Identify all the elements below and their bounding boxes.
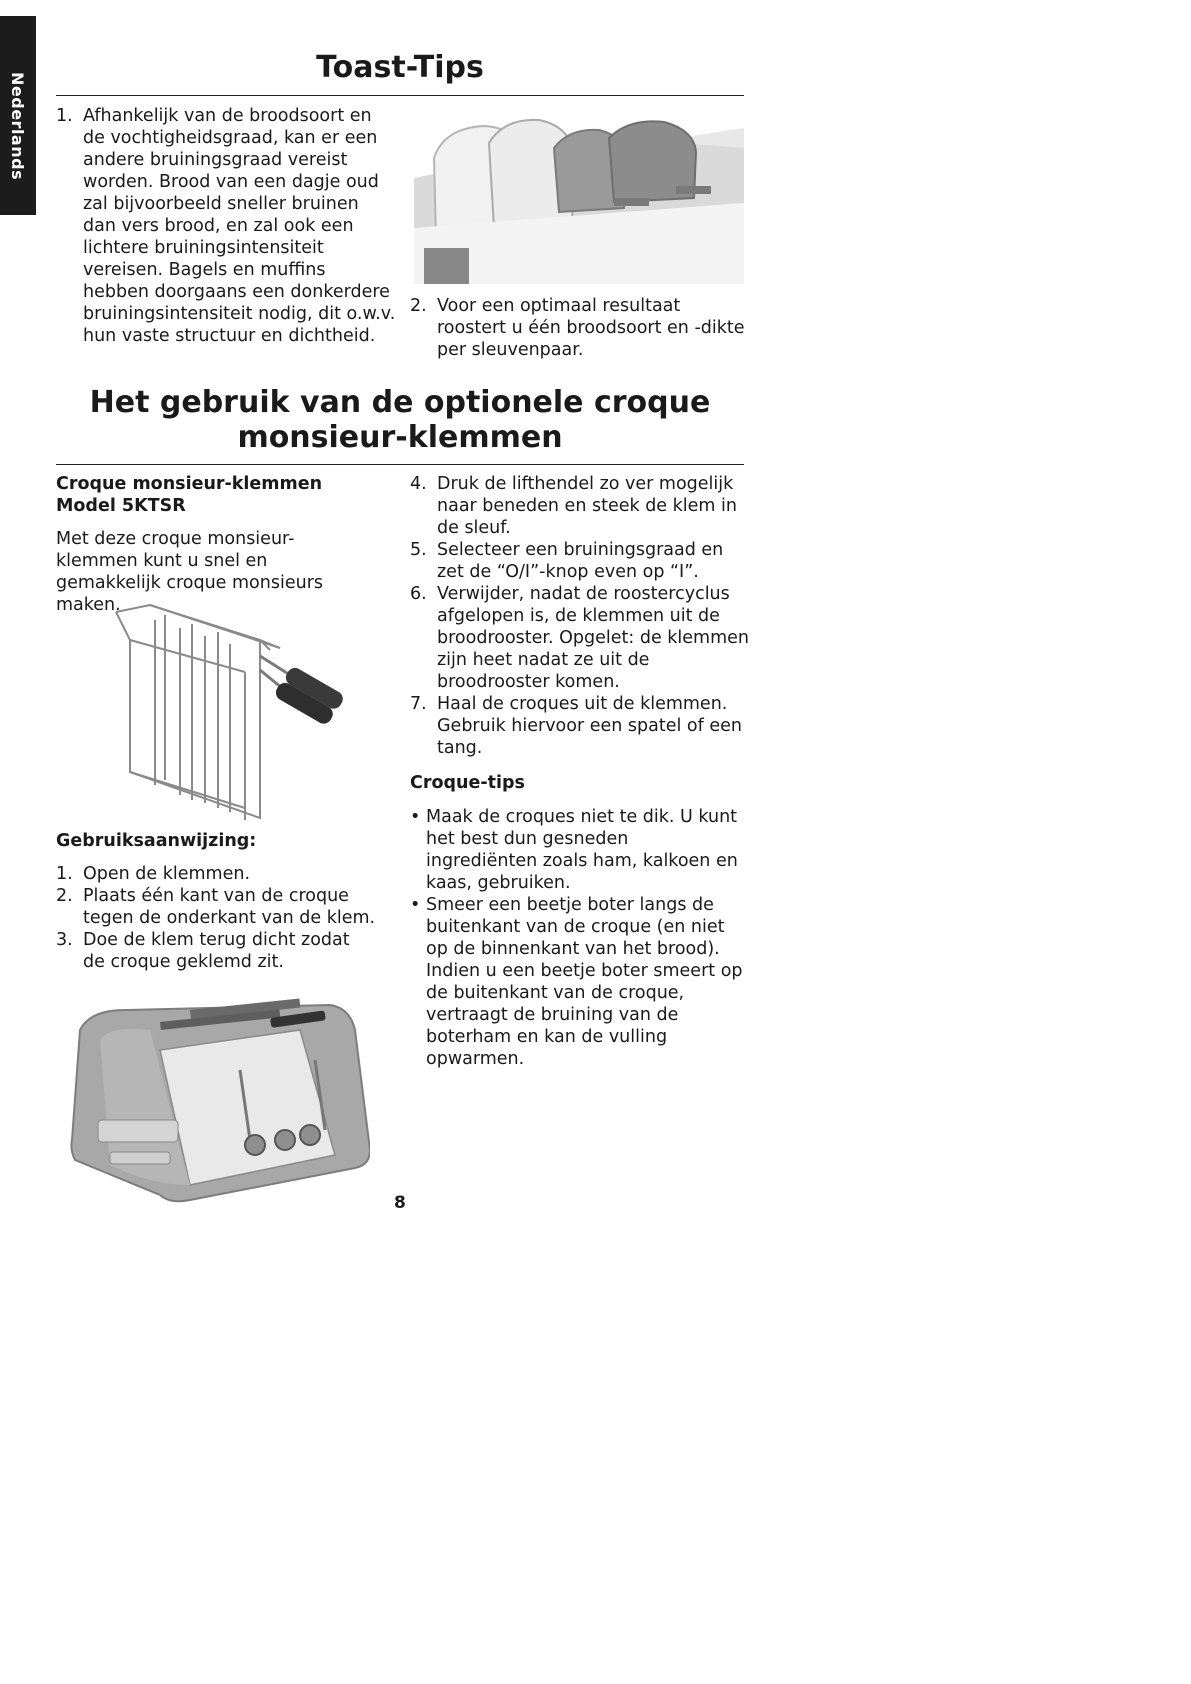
list-text: Maak de croques niet te dik. U kunt het best dun gesneden ingrediënten zoals ham, kalkoen en kaas, gebruiken. — [426, 807, 738, 893]
list-item — [410, 583, 750, 693]
steps-1-3 — [56, 863, 376, 973]
toast-slots-photo — [414, 108, 744, 284]
list-text: Plaats één kant van de croque tegen de onderkant van de klem. — [83, 886, 376, 928]
list-text: Druk de lifthendel zo ver mogelijk naar beneden en steek de klem in de sleuf. — [437, 474, 737, 538]
list-item — [410, 693, 750, 759]
list-item — [56, 885, 376, 929]
bullet: • — [410, 807, 421, 827]
instructions-heading-text: Gebruiksaanwijzing: — [56, 831, 257, 851]
toast-tip-1 — [56, 105, 396, 347]
language-tab-label: Nederlands — [8, 72, 27, 181]
croque-subhead-line-1: Croque monsieur-klemmen — [56, 474, 323, 494]
croque-subhead-line-2: Model 5KTSR — [56, 496, 186, 516]
croque-title-line-1: Het gebruik van de optionele croque — [89, 385, 711, 420]
croque-intro-text: Met deze croque monsieur-klemmen kunt u snel en gemakkelijk croque monsieurs maken. — [56, 529, 324, 615]
list-text: Selecteer een bruiningsgraad en zet de “O/I”-knop even op “I”. — [437, 540, 724, 582]
list-text: Voor een optimaal resultaat roostert u één broodsoort en -dikte per sleuvenpaar. — [437, 296, 745, 360]
list-text: Smeer een beetje boter langs de buitenkant van de croque (en niet op de binnenkant van het brood). Indien u een beetje boter smeert op de buitenkant van de croque, vertraagt de bruining van de boterham en kan de vulling opwarmen. — [426, 895, 743, 1069]
list-number: 3. — [56, 930, 73, 950]
croque-title-line-2: monsieur-klemmen — [237, 420, 563, 455]
bullet: • — [410, 895, 421, 915]
croque-tips-list — [410, 806, 745, 1070]
list-text: Haal de croques uit de klemmen. Gebruik hiervoor een spatel of een tang. — [437, 694, 742, 758]
list-item — [410, 806, 745, 894]
toast-tips-rule — [56, 95, 744, 96]
list-number: 7. — [410, 694, 427, 714]
croque-subhead — [56, 473, 396, 517]
croque-section-title — [56, 385, 744, 455]
croque-tips-heading-text: Croque-tips — [410, 773, 525, 793]
steps-4-7 — [410, 473, 750, 759]
list-text: Doe de klem terug dicht zodat de croque geklemd zit. — [83, 930, 350, 972]
language-tab — [0, 16, 36, 215]
list-number: 1. — [56, 106, 73, 126]
list-item — [410, 473, 750, 539]
list-text: Afhankelijk van de broodsoort en de vochtigheidsgraad, kan er een andere bruiningsgraad vereist worden. Brood van een dagje oud zal bijvoorbeeld sneller bruinen dan vers brood, en zal ook een lichtere bruiningsintensiteit vereisen. Bagels en muffins hebben doorgaans een donkerdere bruiningsintensiteit nodig, dit o.w.v. hun vaste structuur en dichtheid. — [83, 106, 396, 346]
list-number: 2. — [56, 886, 73, 906]
list-text: Verwijder, nadat de roostercyclus afgelopen is, de klemmen uit de broodrooster. Opgelet: de klemmen zijn heet nadat ze uit de broodrooster komen. — [437, 584, 749, 692]
list-item — [410, 539, 750, 583]
list-item — [56, 105, 396, 347]
instructions-heading — [56, 830, 396, 852]
list-item — [410, 295, 750, 361]
list-number: 1. — [56, 864, 73, 884]
croque-section-rule — [56, 464, 744, 465]
list-item — [56, 929, 376, 973]
toast-tips-title: Toast-Tips — [316, 50, 484, 85]
list-number: 5. — [410, 540, 427, 560]
list-item — [410, 894, 745, 1070]
list-number: 2. — [410, 296, 427, 316]
list-text: Open de klemmen. — [83, 864, 251, 884]
toast-tip-2 — [410, 295, 750, 361]
croque-tips-heading — [410, 772, 750, 794]
page-number: 8 — [394, 1193, 406, 1213]
croque-clamp-illustration — [110, 600, 390, 825]
list-item — [56, 863, 376, 885]
toaster-photo — [70, 990, 370, 1205]
list-number: 4. — [410, 474, 427, 494]
list-number: 6. — [410, 584, 427, 604]
